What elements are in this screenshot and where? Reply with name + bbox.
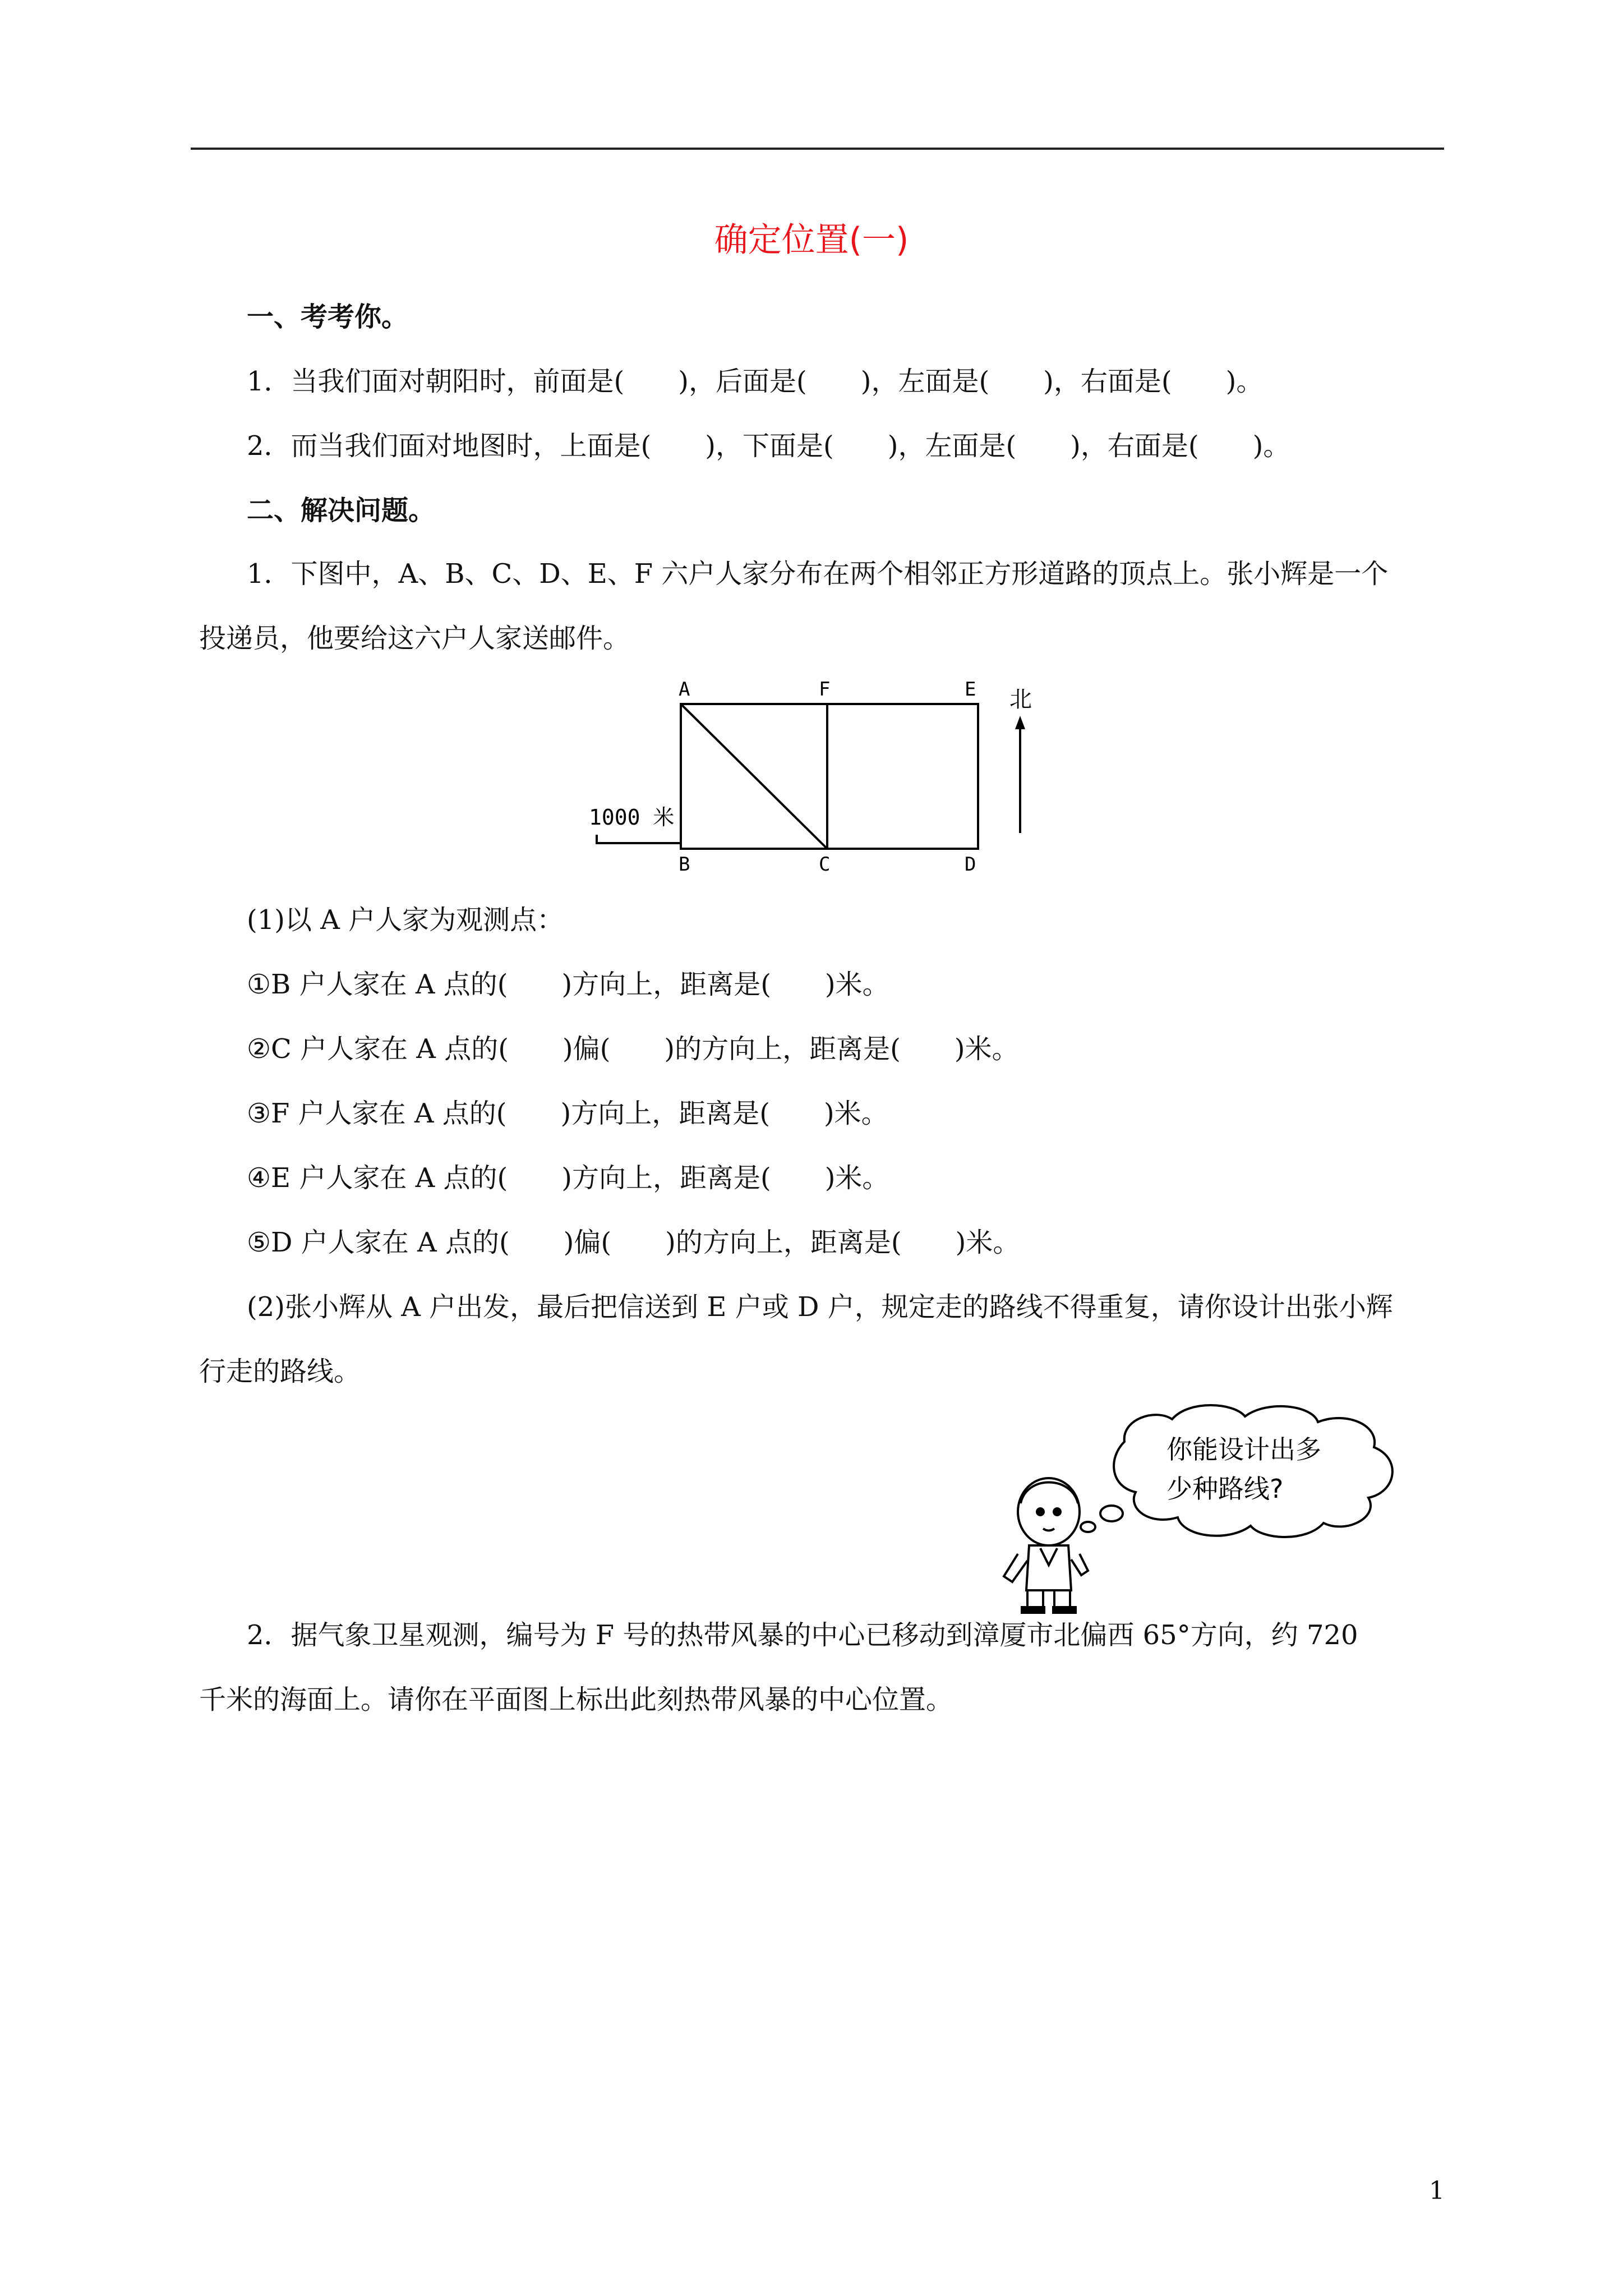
section1-heading: 一、考考你。 xyxy=(247,301,409,333)
question-1-2: 2．而当我们面对地图时，上面是( )，下面是( )，左面是( )，右面是( )。 xyxy=(247,430,1290,462)
road-diagram xyxy=(572,668,1077,881)
page-title: 确定位置(一) xyxy=(714,220,909,260)
label-e: E xyxy=(965,678,976,701)
problem-1-line2: 投递员，他要给这六户人家送邮件。 xyxy=(199,623,630,654)
sub2-line2: 行走的路线。 xyxy=(199,1356,361,1387)
north-label: 北 xyxy=(1009,687,1032,712)
sub1-item-2: ②C 户人家在 A 点的( )偏( )的方向上，距离是( )米。 xyxy=(247,1033,1019,1065)
sub2-line1: (2)张小辉从 A 户出发，最后把信送到 E 户或 D 户，规定走的路线不得重复，请你设计出张小辉 xyxy=(247,1291,1393,1323)
label-b: B xyxy=(679,853,690,876)
label-c: C xyxy=(819,853,831,876)
cartoon-illustration xyxy=(987,1397,1447,1616)
bubble-text-line1: 你能设计出多 xyxy=(1166,1434,1321,1465)
north-arrow-head xyxy=(1015,716,1025,729)
sub1-item-3: ③F 户人家在 A 点的( )方向上，距离是( )米。 xyxy=(247,1098,888,1129)
label-f: F xyxy=(819,678,831,701)
section2-heading: 二、解决问题。 xyxy=(247,495,436,526)
bubble-text-line2: 少种路线? xyxy=(1166,1474,1284,1504)
page-number: 1 xyxy=(1429,2177,1445,2205)
bubble-dot-2 xyxy=(1081,1522,1095,1532)
road-a-c xyxy=(681,704,827,849)
question-1-1: 1．当我们面对朝阳时，前面是( )，后面是( )，左面是( )，右面是( )。 xyxy=(247,366,1264,397)
label-a: A xyxy=(679,678,690,701)
header-rule xyxy=(191,148,1444,150)
scale-bar xyxy=(597,835,681,843)
thought-bubble xyxy=(1114,1405,1393,1537)
sub1-item-4: ④E 户人家在 A 点的( )方向上，距离是( )米。 xyxy=(247,1162,889,1194)
bubble-dot-1 xyxy=(1100,1506,1123,1521)
scale-label: 1000 米 xyxy=(589,805,675,830)
road-outline xyxy=(681,704,978,849)
problem-2-line2: 千米的海面上。请你在平面图上标出此刻热带风暴的中心位置。 xyxy=(199,1684,953,1715)
sub1-item-1: ①B 户人家在 A 点的( )方向上，距离是( )米。 xyxy=(247,969,889,1000)
sub1-item-5: ⑤D 户人家在 A 点的( )偏( )的方向上，距离是( )米。 xyxy=(247,1227,1020,1258)
problem-2-line1: 2．据气象卫星观测，编号为 F 号的热带风暴的中心已移动到漳厦市北偏西 65°方向，约 720 xyxy=(247,1619,1358,1651)
problem-1-line1: 1．下图中，A、B、C、D、E、F 六户人家分布在两个相邻正方形道路的顶点上。张小辉是一个 xyxy=(247,558,1389,590)
cartoon-kid xyxy=(1004,1478,1088,1613)
sub1-intro: (1)以 A 户人家为观测点： xyxy=(247,904,564,936)
label-d: D xyxy=(965,853,976,876)
